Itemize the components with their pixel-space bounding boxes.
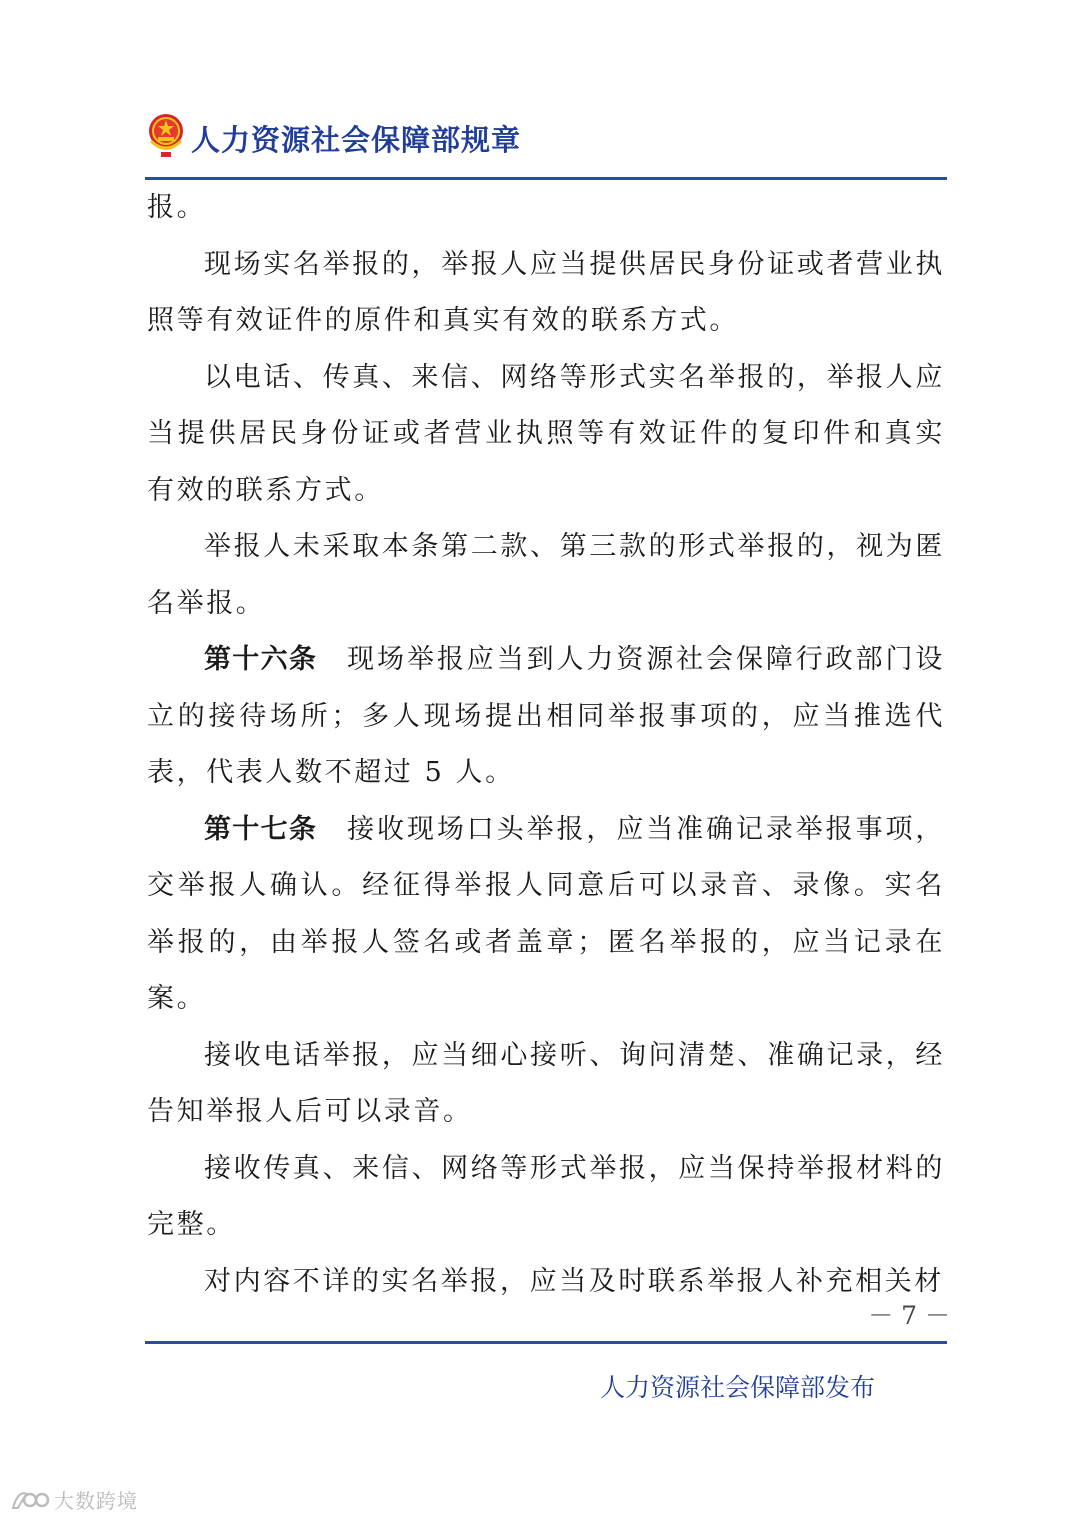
- paragraph-3: 以电话、传真、来信、网络等形式实名举报的，举报人应当提供居民身份证或者营业执照等有效证件的复印件和真实有效的联系方式。: [147, 361, 945, 506]
- paragraph-4: 举报人未采取本条第二款、第三款的形式举报的，视为匿名举报。: [147, 531, 945, 619]
- paragraph-2: 现场实名举报的，举报人应当提供居民身份证或者营业执照等有效证件的原件和真实有效的联系方式。: [147, 248, 945, 336]
- article-16-heading: 第十六条: [204, 644, 318, 675]
- article-17-text: 接收现场口头举报，应当准确记录举报事项，交举报人确认。经征得举报人同意后可以录音、录像。实名举报的，由举报人签名或者盖章；匿名举报的，应当记录在案。: [147, 813, 946, 1014]
- watermark: [10, 1485, 138, 1521]
- article-16: [147, 632, 945, 802]
- document-body: [147, 180, 945, 1310]
- paragraph-7: 接收电话举报，应当细心接听、询问清楚、准确记录，经告知举报人后可以录音。: [147, 1039, 945, 1127]
- article-16-text: 现场举报应当到人力资源社会保障行政部门设立的接待场所；多人现场提出相同举报事项的，应当推选代表，代表人数不超过 5 人。: [147, 644, 946, 788]
- page-number: － 7 －: [868, 1301, 950, 1330]
- article-17-heading: 第十七条: [204, 813, 318, 845]
- paragraph-1: 报。: [147, 192, 207, 223]
- footer-divider: [145, 1341, 947, 1344]
- footer-publisher: 人力资源社会保障部发布: [600, 1373, 876, 1402]
- header-title: 人力资源社会保障部规章: [191, 123, 522, 157]
- paragraph-9: 对内容不详的实名举报，应当及时联系举报人补充相关材: [204, 1265, 944, 1297]
- watermark-text: 大数跨境: [54, 1489, 138, 1513]
- national-emblem-icon: [147, 112, 185, 158]
- article-17: [147, 802, 945, 1028]
- document-header: [147, 112, 947, 164]
- dashuju-logo-icon: [10, 1486, 50, 1514]
- paragraph-8: 接收传真、来信、网络等形式举报，应当保持举报材料的完整。: [147, 1152, 945, 1240]
